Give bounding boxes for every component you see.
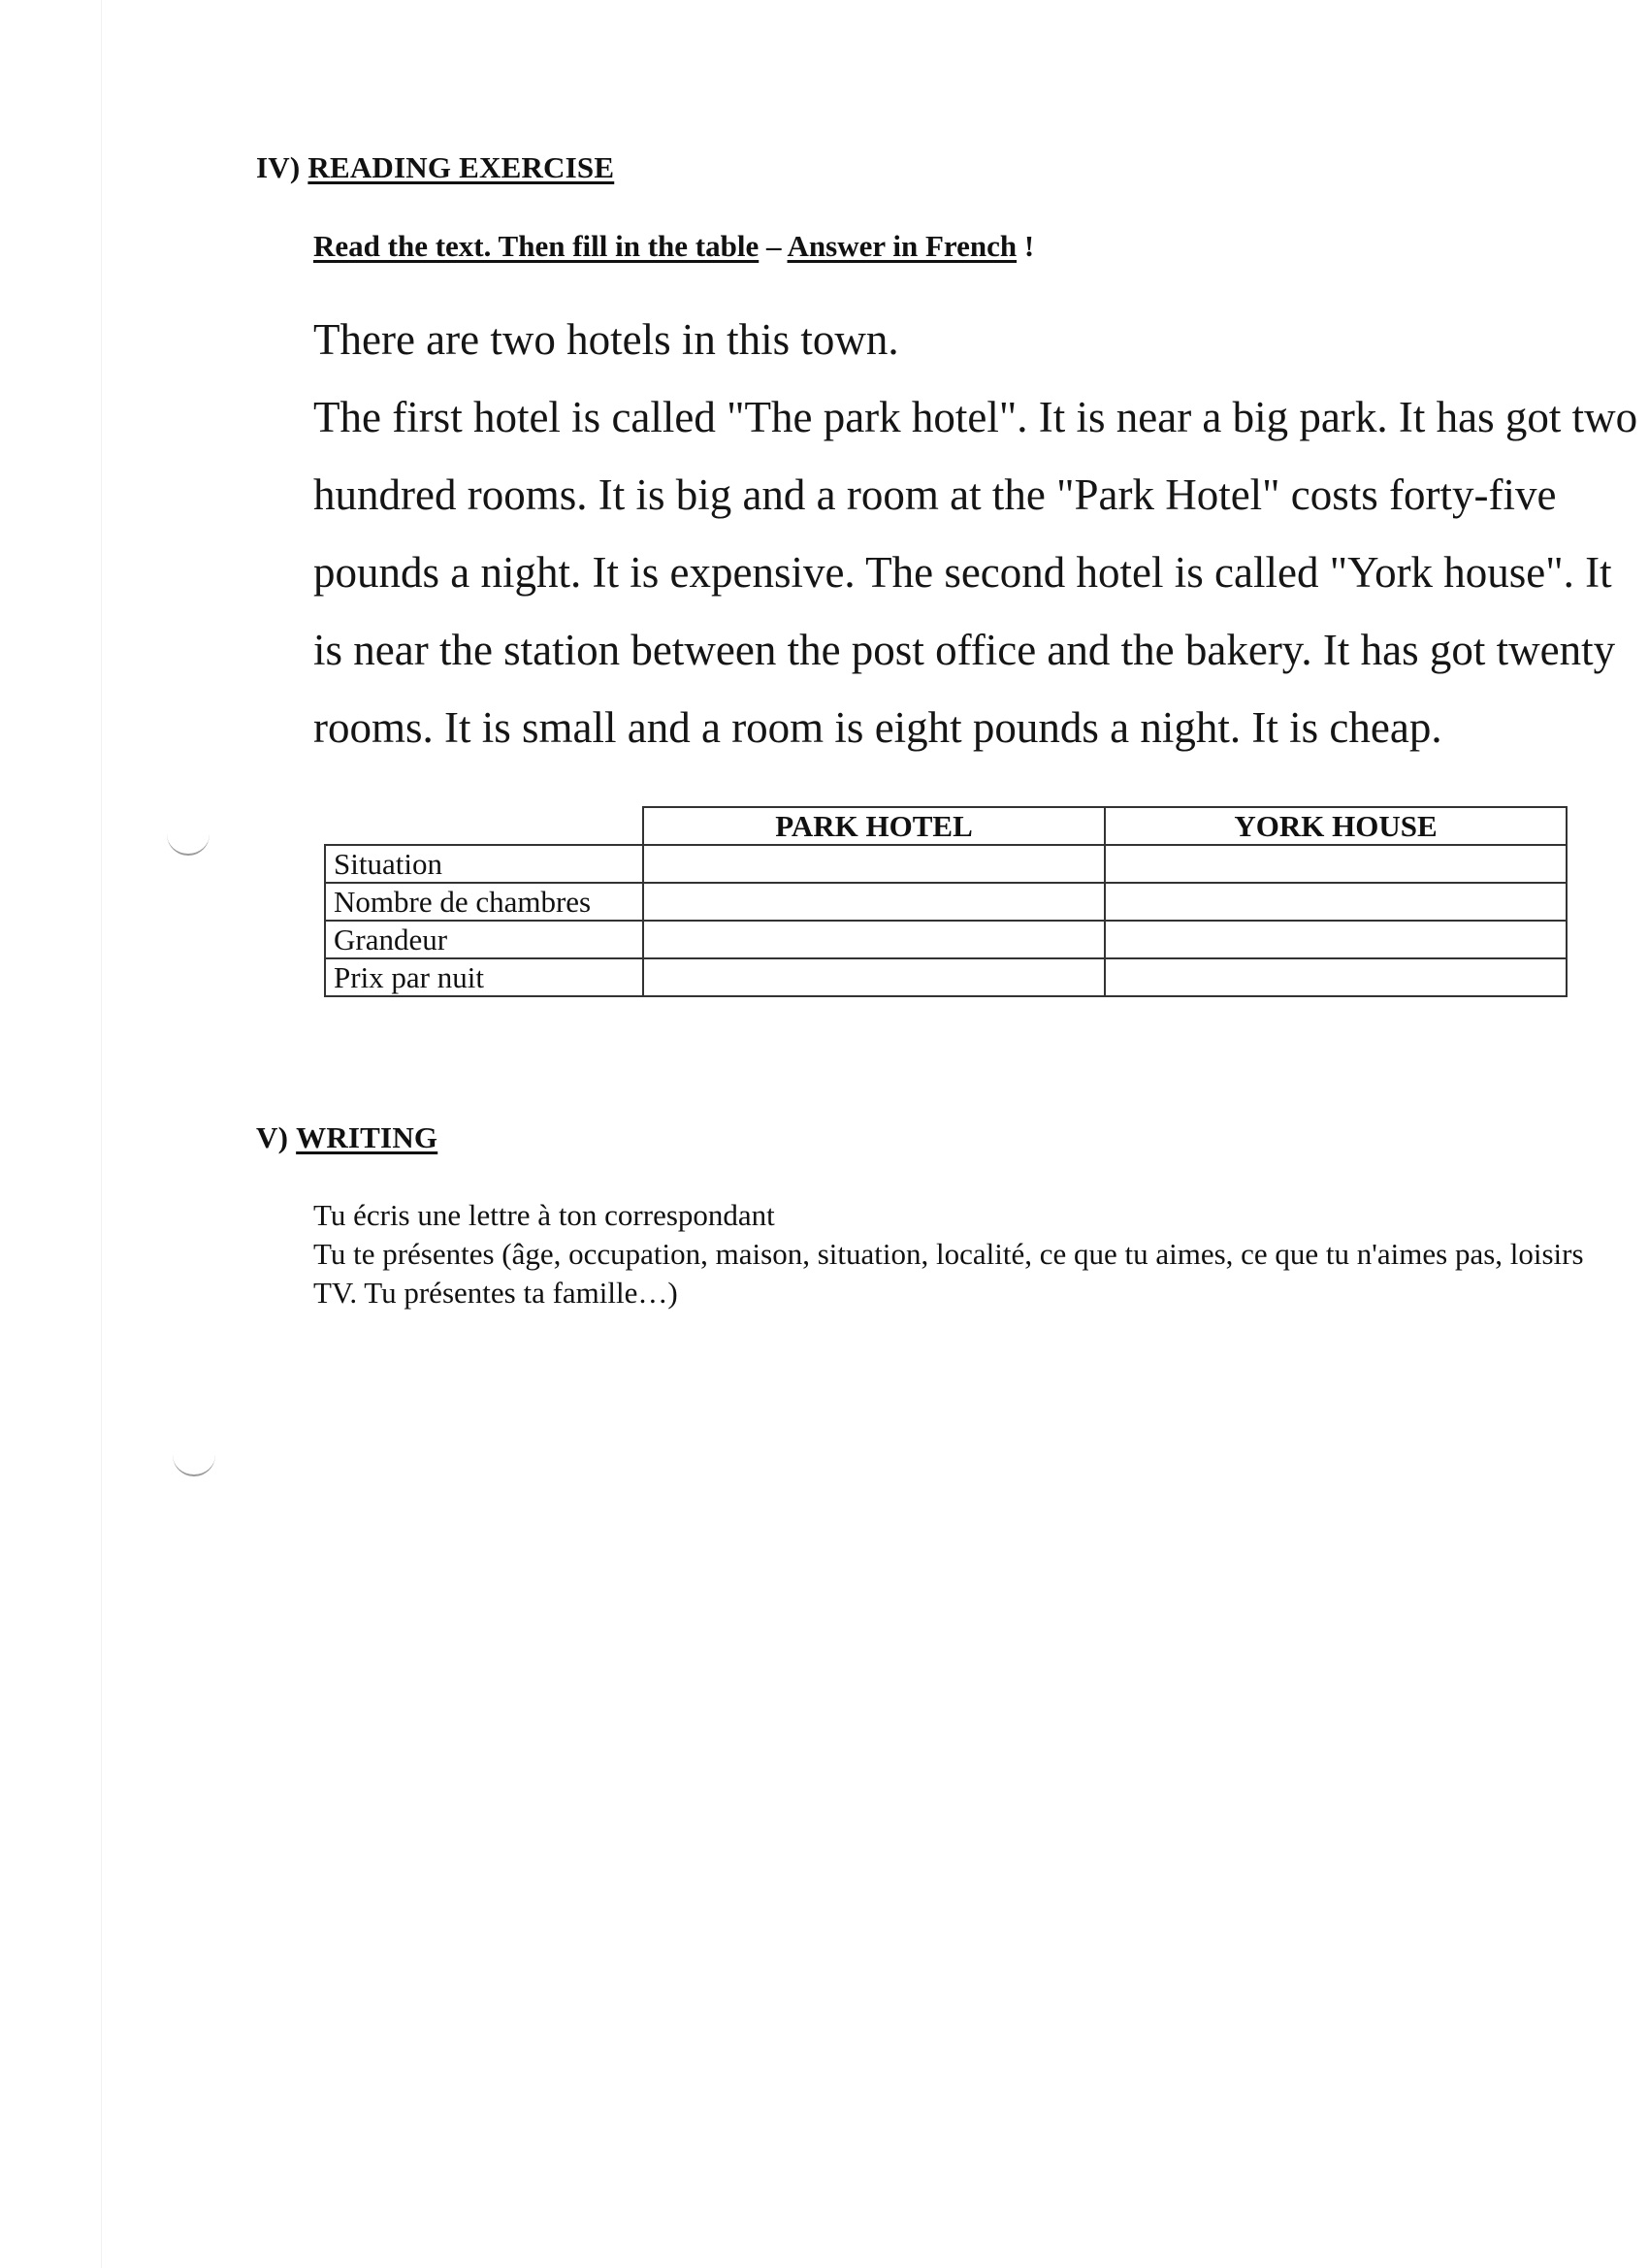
- writing-line-present: Tu te présentes (âge, occupation, maison, situation, localité, ce que tu aimes, ce que tu n'aimes pas, loisirs TV. Tu présentes ta famille…): [313, 1237, 1584, 1310]
- table-header-row: [325, 807, 1567, 845]
- instruction-read-text: Read the text. Then fill in the table: [313, 229, 760, 263]
- table-row: [325, 958, 1567, 996]
- answer-cell-park-situation[interactable]: [643, 845, 1105, 883]
- table-corner-cell: [325, 807, 643, 845]
- row-label-rooms: Nombre de chambres: [325, 883, 643, 921]
- answer-cell-york-rooms[interactable]: [1105, 883, 1567, 921]
- column-header-park-hotel: PARK HOTEL: [643, 807, 1105, 845]
- writing-instructions: [313, 1196, 1603, 1312]
- table-row: [325, 845, 1567, 883]
- punch-hole-mark: [173, 1453, 215, 1476]
- answer-cell-park-rooms[interactable]: [643, 883, 1105, 921]
- reading-instruction: [313, 229, 1034, 264]
- reading-section-heading: [256, 150, 614, 185]
- writing-section-title: WRITING: [296, 1120, 438, 1154]
- hotel-comparison-table: [324, 806, 1568, 997]
- table-row: [325, 883, 1567, 921]
- writing-section-heading: [256, 1120, 437, 1155]
- answer-cell-york-size[interactable]: [1105, 921, 1567, 958]
- reading-passage: [313, 301, 1642, 766]
- instruction-answer-french: Answer in French: [787, 229, 1018, 263]
- table-row: [325, 921, 1567, 958]
- column-header-york-house: YORK HOUSE: [1105, 807, 1567, 845]
- reading-line-intro: There are two hotels in this town.: [313, 315, 899, 364]
- answer-cell-park-price[interactable]: [643, 958, 1105, 996]
- writing-section-number: V): [256, 1120, 289, 1154]
- punch-hole-mark: [167, 832, 210, 856]
- reading-paragraph-body: The first hotel is called "The park hotel". It is near a big park. It has got two hundred rooms. It is big and a room at the "Park Hotel" costs forty-five pounds a night. It is expensive. The second hotel is called "York house". It is near the station between the post office and the bakery. It has got twenty rooms. It is small and a room is eight pounds a night. It is cheap.: [313, 393, 1638, 752]
- instruction-dash: –: [759, 229, 788, 263]
- row-label-situation: Situation: [325, 845, 643, 883]
- reading-section-title: READING EXERCISE: [307, 150, 615, 184]
- reading-section-number: IV): [256, 150, 301, 184]
- row-label-size: Grandeur: [325, 921, 643, 958]
- row-label-price: Prix par nuit: [325, 958, 643, 996]
- answer-cell-york-situation[interactable]: [1105, 845, 1567, 883]
- answer-cell-park-size[interactable]: [643, 921, 1105, 958]
- scan-edge-line: [101, 0, 102, 2268]
- instruction-exclamation: !: [1017, 229, 1035, 263]
- answer-cell-york-price[interactable]: [1105, 958, 1567, 996]
- writing-line-letter: Tu écris une lettre à ton correspondant: [313, 1198, 775, 1232]
